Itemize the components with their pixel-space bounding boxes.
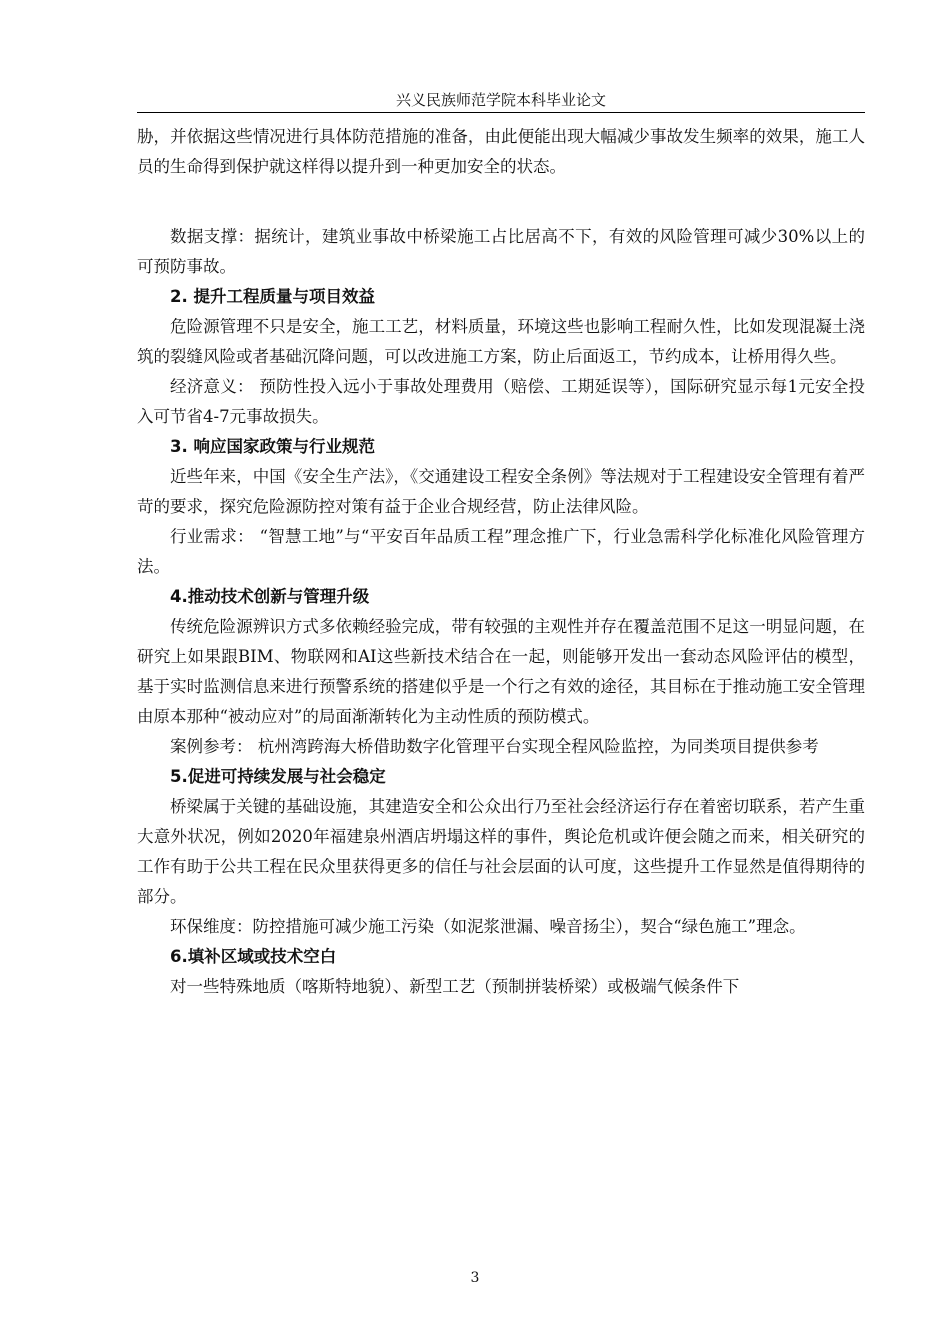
page-header: 兴义民族师范学院本科毕业论文 <box>395 91 606 109</box>
paragraph-innovation: 传统危险源辨识方式多依赖经验完成，带有较强的主观性并存在覆盖范围不足这一明显问题，在研究上如果跟BIM、物联网和AI这些新技术结合在一起，则能够开发出一套动态风险评估的模型，基于实时监测信息来进行预警系统的搭建似乎是一个行之有效的途径，其目标在于推动施工安全管理由原本那种“被动应对”的局面渐渐转化为主动性质的预防模式。 <box>137 617 865 726</box>
page-number: 3 <box>470 1270 480 1286</box>
paragraph-case: 案例参考： 杭州湾跨海大桥借助数字化管理平台实现全程风险监控，为同类项目提供参考 <box>170 737 819 756</box>
paragraph-economic: 经济意义： 预防性投入远小于事故处理费用（赔偿、工期延误等），国际研究显示每1元安全投入可节省4-7元事故损失。 <box>137 377 865 426</box>
section-heading-6: 6.填补区域或技术空白 <box>170 947 337 966</box>
header-divider <box>137 112 865 113</box>
paragraph-gap-fill: 对一些特殊地质（喀斯特地貌）、新型工艺（预制拼装桥梁）或极端气候条件下 <box>170 977 740 996</box>
paragraph-quality: 危险源管理不只是安全，施工工艺，材料质量，环境这些也影响工程耐久性，比如发现混凝土浇筑的裂缝风险或者基础沉降问题，可以改进施工方案，防止后面返工，节约成本，让桥用得久些。 <box>137 317 865 366</box>
paragraph-policy: 近些年来，中国《安全生产法》，《交通建设工程安全条例》等法规对于工程建设安全管理有着严苛的要求，探究危险源防控对策有益于企业合规经营，防止法律风险。 <box>137 467 865 516</box>
section-heading-2: 2. 提升工程质量与项目效益 <box>170 287 375 306</box>
paragraph-continuation: 胁，并依据这些情况进行具体防范措施的准备，由此便能出现大幅减少事故发生频率的效果，施工人员的生命得到保护就这样得以提升到一种更加安全的状态。 <box>137 127 865 176</box>
page-body <box>137 122 865 1002</box>
paragraph-gap <box>137 182 865 222</box>
section-heading-3: 3. 响应国家政策与行业规范 <box>170 437 375 456</box>
paragraph-environment: 环保维度：防控措施可减少施工污染（如泥浆泄漏、噪音扬尘），契合“绿色施工”理念。 <box>170 917 806 936</box>
paragraph-industry: 行业需求： “智慧工地”与“平安百年品质工程”理念推广下，行业急需科学化标准化风险管理方法。 <box>137 527 865 576</box>
paragraph-data-support: 数据支撑：据统计，建筑业事故中桥梁施工占比居高不下，有效的风险管理可减少30%以上的可预防事故。 <box>137 227 865 276</box>
paragraph-stability: 桥梁属于关键的基础设施，其建造安全和公众出行乃至社会经济运行存在着密切联系，若产生重大意外状况，例如2020年福建泉州酒店坍塌这样的事件，舆论危机或许便会随之而来，相关研究的工作有助于公共工程在民众里获得更多的信任与社会层面的认可度，这些提升工作显然是值得期待的部分。 <box>137 797 865 906</box>
section-heading-4: 4.推动技术创新与管理升级 <box>170 587 370 606</box>
section-heading-5: 5.促进可持续发展与社会稳定 <box>170 767 386 786</box>
